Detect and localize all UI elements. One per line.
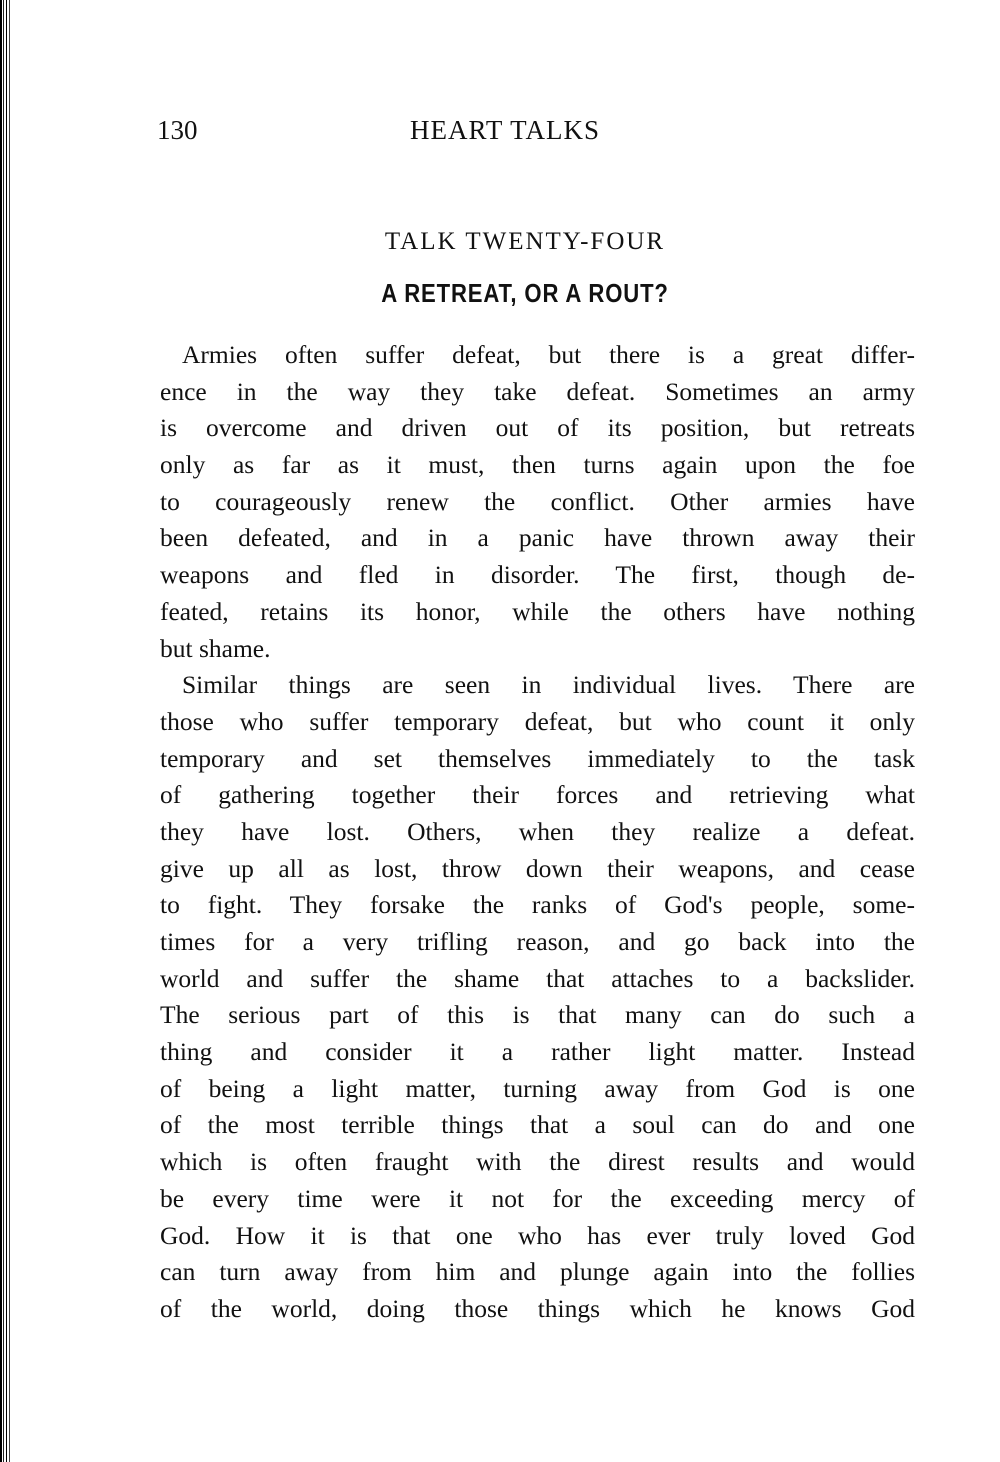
text-line: can turn away from him and plunge again into the follies [160,1257,915,1287]
text-line: God. How it is that one who has ever truly loved God [160,1220,915,1250]
text-line: world and suffer the shame that attaches to a backslider. [160,963,915,993]
text-line: of gathering together their forces and retrieving what [160,780,915,810]
text-line: The serious part of this is that many can do such a [160,1000,915,1030]
text-line: ence in the way they take defeat. Sometimes an army [160,376,915,406]
chapter-title: A RETREAT, OR A ROUT? [381,278,669,308]
text-line: of being a light matter, turning away from God is one [160,1073,915,1103]
running-title: HEART TALKS [410,115,600,145]
text-line: they have lost. Others, when they realize a defeat. [160,816,915,846]
body-text [160,337,915,1328]
text-line: weapons and fled in disorder. The first, though de- [160,560,915,590]
text-line: been defeated, and in a panic have thrown away their [160,523,915,553]
text-line: is overcome and driven out of its position, but retreats [160,413,915,443]
page-number: 130 [157,115,198,145]
text-line: but shame. [160,633,271,663]
text-line: those who suffer temporary defeat, but who count it only [160,706,915,736]
text-line: thing and consider it a rather light matter. Instead [160,1037,915,1067]
text-line: Similar things are seen in individual lives. There are [182,670,915,700]
text-line: temporary and set themselves immediately to the task [160,743,915,773]
text-line: to fight. They forsake the ranks of God's people, some- [160,890,915,920]
text-line: of the most terrible things that a soul can do and one [160,1110,915,1140]
text-line: Armies often suffer defeat, but there is a great differ- [182,340,915,369]
text-line: which is often fraught with the direst results and would [160,1147,915,1177]
scan-binding-edge [0,0,14,1462]
text-line: feated, retains its honor, while the others have nothing [160,596,915,626]
text-line: only as far as it must, then turns again upon the foe [160,450,915,480]
text-line: to courageously renew the conflict. Other armies have [160,486,915,516]
text-line: be every time were it not for the exceeding mercy of [160,1183,915,1213]
chapter-label: TALK TWENTY-FOUR [384,228,666,255]
text-line: of the world, doing those things which he knows God [160,1293,915,1323]
text-line: times for a very trifling reason, and go back into the [160,927,915,956]
text-line: give up all as lost, throw down their weapons, and cease [160,853,915,883]
